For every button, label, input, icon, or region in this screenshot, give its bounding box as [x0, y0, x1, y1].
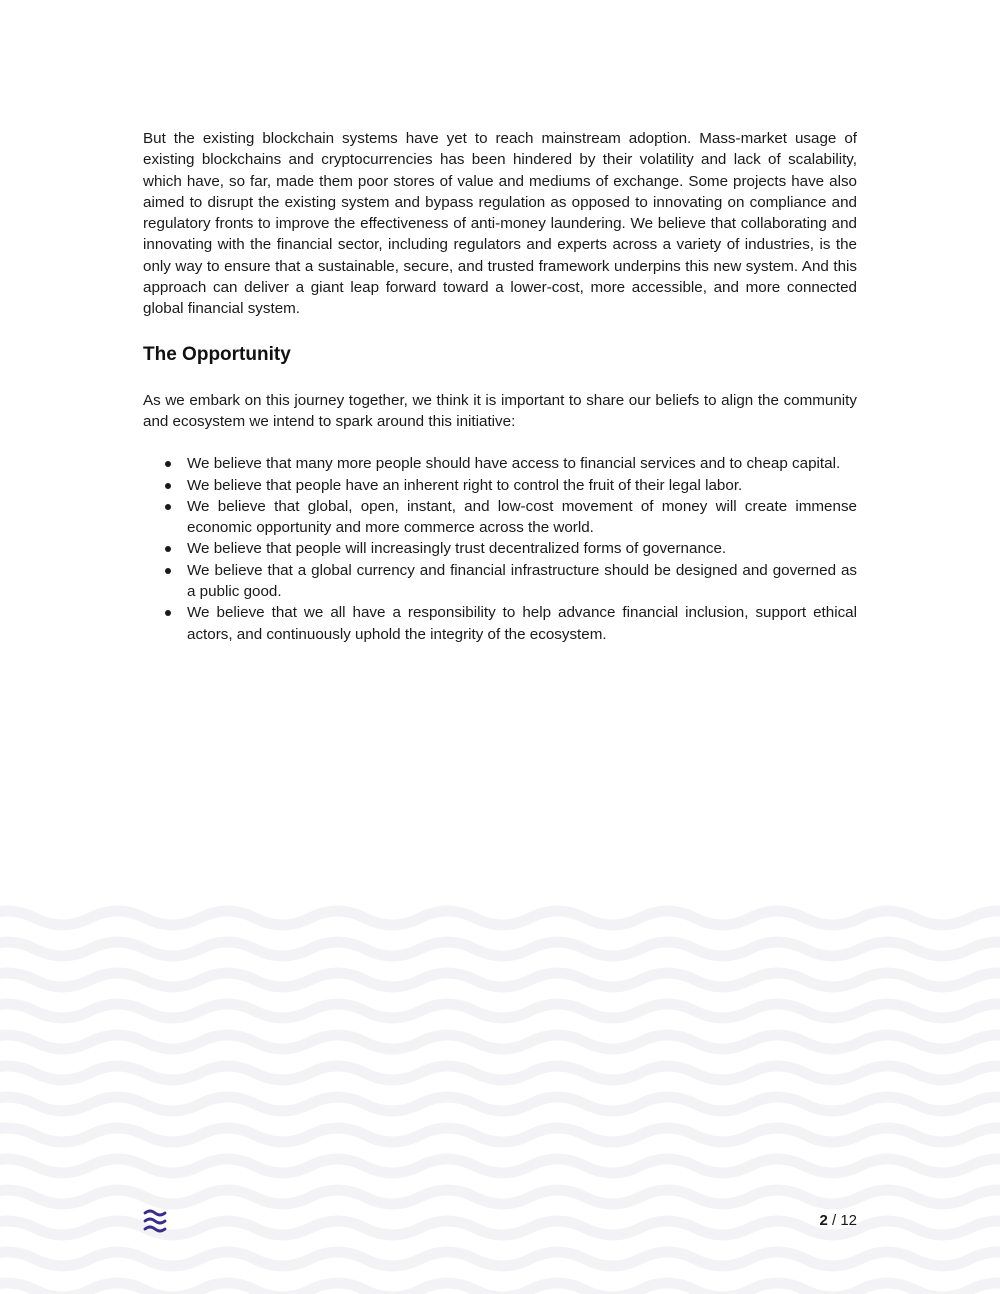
list-item	[143, 560, 857, 603]
bullet-icon	[165, 461, 171, 467]
section-heading: The Opportunity	[143, 343, 291, 365]
page-number	[819, 1212, 857, 1230]
total-pages: 12	[840, 1212, 857, 1229]
wave-line	[0, 1004, 1000, 1018]
list-item	[143, 496, 857, 539]
wave-line	[0, 942, 1000, 956]
belief-text: We believe that global, open, instant, and low-cost movement of money will create immense economic opportunity and more commerce across the world.	[187, 497, 857, 537]
bullet-icon	[165, 568, 171, 574]
list-item	[143, 475, 857, 496]
wave-line	[0, 973, 1000, 987]
wave-line	[0, 1066, 1000, 1080]
wave-line	[0, 1097, 1000, 1111]
wave-logo-icon	[143, 1208, 167, 1234]
wave-line	[0, 911, 1000, 925]
page-content	[143, 128, 857, 645]
list-item	[143, 538, 857, 559]
wave-line	[0, 1159, 1000, 1173]
list-item	[143, 602, 857, 645]
bullet-icon	[165, 504, 171, 510]
intro-paragraph: But the existing blockchain systems have yet to reach mainstream adoption. Mass-market usage of existing blockchains and cryptocurrencies has been hindered by their volatility and lack of scalability, which have, so far, made them poor stores of value and mediums of exchange. Some projects have also aimed to disrupt the existing system and bypass regulation as opposed to innovating on compliance and regulatory fronts to improve the effectiveness of anti-money laundering. We believe that collaborating and innovating with the financial sector, including regulators and experts across a variety of industries, is the only way to ensure that a sustainable, secure, and trusted framework underpins this new system. And this approach can deliver a giant leap forward toward a lower-cost, more accessible, and more connected global financial system.	[143, 130, 857, 318]
bullet-icon	[165, 610, 171, 616]
page-separator: /	[827, 1212, 841, 1229]
belief-text: We believe that many more people should have access to financial services and to cheap capital.	[187, 455, 841, 473]
belief-text: We believe that people will increasingly trust decentralized forms of governance.	[187, 540, 727, 558]
list-item	[143, 453, 857, 474]
beliefs-intro-paragraph: As we embark on this journey together, we think it is important to share our beliefs to align the community and ecosystem we intend to spark around this initiative:	[143, 391, 857, 430]
beliefs-list	[143, 453, 857, 645]
current-page: 2	[819, 1212, 828, 1229]
bullet-icon	[165, 546, 171, 552]
wave-line	[0, 1190, 1000, 1204]
wave-line	[0, 1252, 1000, 1266]
belief-text: We believe that a global currency and financial infrastructure should be designed and governed as a public good.	[187, 561, 857, 601]
wave-line	[0, 1283, 1000, 1294]
wave-background	[0, 900, 1000, 1294]
wave-line	[0, 1128, 1000, 1142]
belief-text: We believe that we all have a responsibility to help advance financial inclusion, support ethical actors, and continuously uphold the integrity of the ecosystem.	[187, 604, 857, 643]
wave-line	[0, 1035, 1000, 1049]
bullet-icon	[165, 483, 171, 489]
belief-text: We believe that people have an inherent right to control the fruit of their legal labor.	[187, 476, 743, 494]
